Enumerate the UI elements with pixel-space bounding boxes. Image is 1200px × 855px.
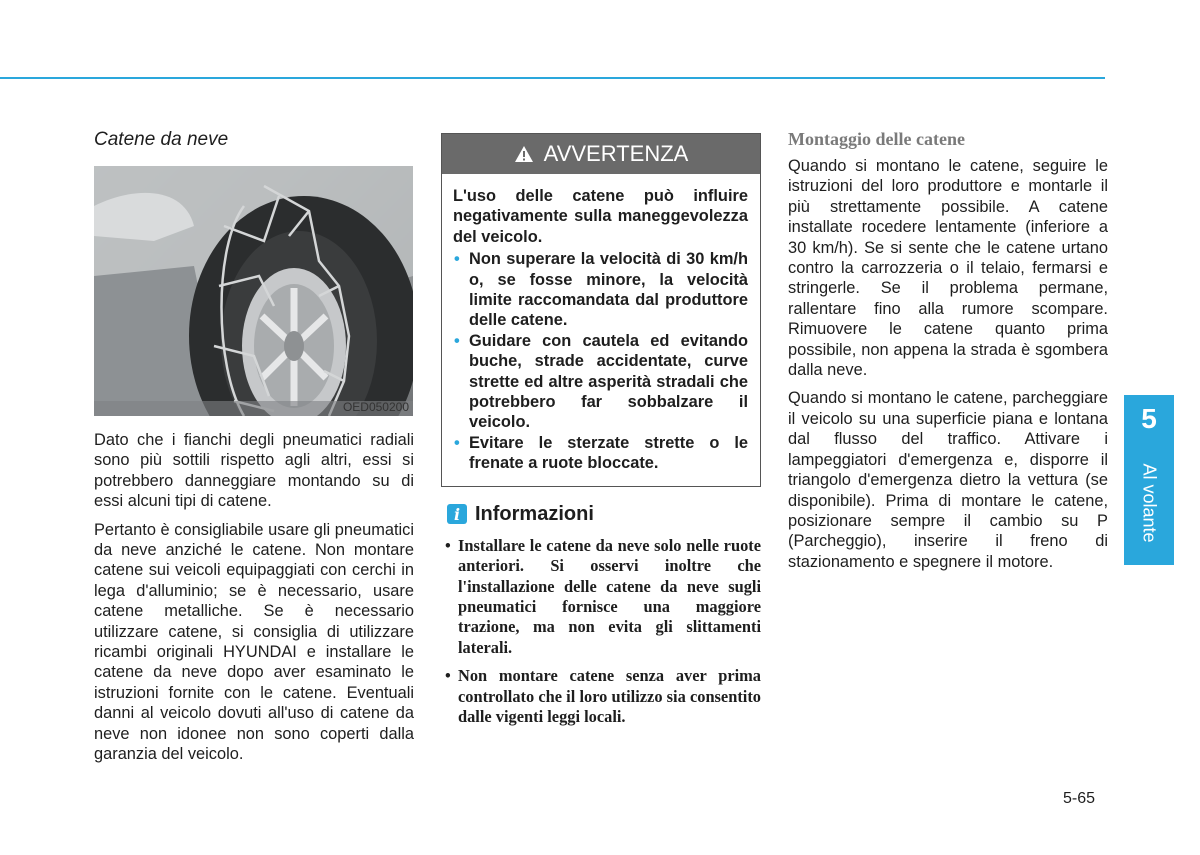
figure-code: OED050200 xyxy=(342,400,409,414)
right-column xyxy=(788,128,1108,580)
bullet-icon: • xyxy=(445,535,451,555)
sidewall-paragraph: Dato che i fianchi degli pneumatici radiali sono più sottili rispetto agli altri, essi si potrebbero danneggiare montando su di essi alcuni tipi di catene. xyxy=(94,431,414,511)
info-item xyxy=(445,666,761,727)
bullet-icon: • xyxy=(454,331,460,350)
bullet-icon: • xyxy=(445,666,451,686)
warning-item xyxy=(453,331,748,433)
info-item-text: Installare le catene da neve solo nelle ruote anteriori. Si osservi inoltre che l'installazione delle catene da neve sugli pneumatici fornisce una maggiore trazione, ma non evita gli slittamenti laterali. xyxy=(458,535,761,657)
middle-column xyxy=(441,133,761,735)
info-icon: i xyxy=(447,504,467,524)
info-list xyxy=(441,536,761,728)
parking-paragraph: Quando si montano le catene, parcheggiare il veicolo su una superficie piana e lontana dal flusso del traffico. Attivare i lampeggiatori d'emergenza e, disporre il triangolo d'emergenza dietro la vettura (se disponibile). Prima di montare le catene, posizionare sempre il cambio su P (Parcheggio), inserire il freno di stazionamento e spegnere il motore. xyxy=(788,389,1108,571)
bullet-icon: • xyxy=(454,250,460,269)
recommendation-paragraph: Pertanto è consigliabile usare gli pneumatici da neve anziché le catene. Non montare catene sui veicoli equipaggiati con cerchi in lega d'alluminio; se è necessario, usare catene metalliche. Se è necessario utilizzare catene, si consiglia di utilizzare ricambi originali HYUNDAI e installare le catene da neve dopo aver esaminato le istruzioni fornite con le catene. Eventuali danni al veicolo dovuti all'uso di catene da neve non idonee non sono coperti dalla garanzia del veicolo. xyxy=(94,520,414,764)
warning-intro: L'uso delle catene può influire negativamente sulla maneggevolezza del veicolo. xyxy=(453,187,748,246)
warning-item-text: Non superare la velocità di 30 km/h o, se fosse minore, la velocità limite raccomandata dal produttore delle catene. xyxy=(469,250,748,330)
info-title: Informazioni xyxy=(475,502,594,525)
page-number: 5-65 xyxy=(1063,790,1096,807)
wheel-with-chains-drawing xyxy=(94,166,413,416)
warning-box xyxy=(441,133,761,487)
info-item-text: Non montare catene senza aver prima controllato che il loro utilizzo sia consentito dalle vigenti leggi locali. xyxy=(458,666,761,726)
warning-item xyxy=(453,433,748,474)
bullet-icon: • xyxy=(454,433,460,452)
chapter-tab xyxy=(1124,395,1174,565)
warning-item xyxy=(453,249,748,331)
chapter-label: Al volante xyxy=(1139,463,1160,543)
warning-title: AVVERTENZA xyxy=(543,141,689,166)
warning-item-text: Evitare le sterzate strette o le frenate a ruote bloccate. xyxy=(469,433,748,473)
warning-triangle-icon xyxy=(514,145,534,163)
warning-header xyxy=(442,134,760,174)
mounting-heading: Montaggio delle catene xyxy=(788,129,965,149)
chapter-number: 5 xyxy=(1141,403,1157,434)
mounting-paragraph: Quando si montano le catene, seguire le istruzioni del loro produttore e montarle il più strettamente possibile. A catene installate rocedere lentamente (inferiore a 30 km/h). Se si sente che le catene urtano contro la carrozzeria o il telaio, fermarsi e stringerle. Se il problema permane, rallentare fino alla rumore scompare. Rimuovere le catene quanto prima possibile, non appena la strada è sgombera dalla neve. xyxy=(788,157,1108,380)
warning-item-text: Guidare con cautela ed evitando buche, strade accidentate, curve strette ed altre asperità stradali che potrebbero far sobbalzare il veicolo. xyxy=(469,331,748,432)
left-column xyxy=(94,128,414,773)
warning-list xyxy=(453,249,748,473)
snow-chain-illustration xyxy=(94,166,413,416)
header-rule xyxy=(0,77,1105,79)
info-header xyxy=(447,503,761,526)
info-item xyxy=(445,536,761,658)
snow-chains-heading: Catene da neve xyxy=(94,129,229,150)
warning-body xyxy=(442,174,760,486)
